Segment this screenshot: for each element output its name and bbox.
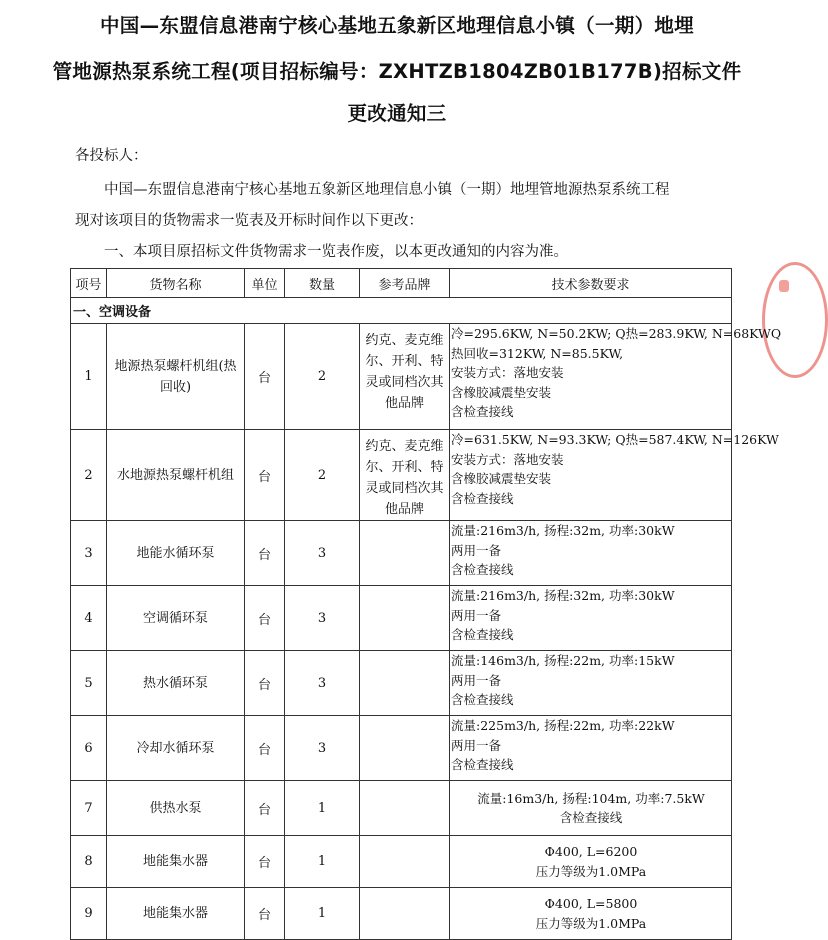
spec-line: 流量:225m3/h, 扬程:22m, 功率:22kW: [451, 718, 675, 733]
row-qty: 1: [285, 836, 360, 888]
row-no: 1: [71, 324, 107, 430]
row-spec: [450, 430, 779, 521]
row-no: 6: [71, 716, 107, 781]
row-unit: 台: [245, 888, 285, 940]
spec-line: 压力等级为1.0MPa: [535, 915, 647, 931]
spec-line: 两用一备: [451, 672, 502, 688]
row-spec: [450, 781, 732, 836]
table-row: [71, 324, 732, 430]
header-brand: 参考品牌: [360, 269, 450, 298]
table-row: [71, 651, 732, 716]
table-row: [71, 836, 732, 888]
row-unit: 台: [245, 521, 285, 586]
row-no: 8: [71, 836, 107, 888]
row-unit: 台: [245, 836, 285, 888]
row-qty: 2: [285, 430, 360, 521]
spec-line: 流量:216m3/h, 扬程:32m, 功率:30kW: [451, 588, 675, 603]
row-spec: [450, 651, 732, 716]
salutation: 各投标人：: [75, 148, 148, 164]
section-1-heading: 一、本项目原招标文件货物需求一览表作废，以本更改通知的内容为准。: [104, 244, 568, 260]
row-brand: [360, 781, 450, 836]
row-no: 7: [71, 781, 107, 836]
header-qty: 数量: [285, 269, 360, 298]
row-qty: 1: [285, 781, 360, 836]
row-name: 地能集水器: [107, 888, 245, 940]
row-qty: 3: [285, 716, 360, 781]
table-row: [71, 716, 732, 781]
row-spec: [450, 836, 732, 888]
row-no: 9: [71, 888, 107, 940]
row-brand: 约克、麦克维尔、开利、特灵或同档次其他品牌: [360, 430, 450, 521]
red-seal-stamp: [762, 262, 828, 378]
row-qty: 2: [285, 324, 360, 430]
spec-line: 两用一备: [451, 737, 502, 753]
row-spec: [450, 521, 732, 586]
row-name: 空调循环泵: [107, 586, 245, 651]
spec-line: 流量:146m3/h, 扬程:22m, 功率:15kW: [451, 653, 675, 668]
intro-line1: 中国—东盟信息港南宁核心基地五象新区地理信息小镇（一期）地埋管地源热泵系统工程: [104, 182, 670, 198]
row-unit: 台: [245, 324, 285, 430]
row-unit: 台: [245, 781, 285, 836]
spec-line: 流量:16m3/h, 扬程:104m, 功率:7.5kW: [477, 790, 705, 806]
row-unit: 台: [245, 586, 285, 651]
category-label: 一、空调设备: [71, 298, 732, 324]
table-row: [71, 781, 732, 836]
doc-title-line3: 更改通知三: [347, 102, 447, 125]
header-name: 货物名称: [107, 269, 245, 298]
table-row: [71, 521, 732, 586]
row-name: 供热水泵: [107, 781, 245, 836]
row-unit: 台: [245, 716, 285, 781]
row-qty: 3: [285, 521, 360, 586]
spec-line: 含橡胶减震垫安装: [451, 384, 552, 400]
intro-line2: 现对该项目的货物需求一览表及开标时间作以下更改：: [75, 213, 423, 229]
row-spec: [450, 586, 732, 651]
row-brand: [360, 888, 450, 940]
spec-line: 冷=631.5KW, N=93.3KW; Q热=587.4KW, N=126KW: [451, 432, 779, 447]
table-row: [71, 586, 732, 651]
spec-line: 两用一备: [451, 542, 502, 558]
row-spec: [450, 716, 732, 781]
row-no: 5: [71, 651, 107, 716]
row-name: 冷却水循环泵: [107, 716, 245, 781]
row-no: 4: [71, 586, 107, 651]
row-name: 地能集水器: [107, 836, 245, 888]
doc-title-line1: 中国—东盟信息港南宁核心基地五象新区地理信息小镇（一期）地埋: [99, 14, 694, 37]
spec-line: 两用一备: [451, 607, 502, 623]
row-name: 水地源热泵螺杆机组: [107, 430, 245, 521]
spec-line: 热回收=312KW, N=85.5KW,: [451, 345, 624, 361]
row-spec: [450, 888, 732, 940]
row-qty: 3: [285, 651, 360, 716]
table-row: [71, 888, 732, 940]
header-unit: 单位: [245, 269, 285, 298]
row-brand: [360, 521, 450, 586]
spec-line: 冷=295.6KW, N=50.2KW; Q热=283.9KW, N=68KWQ: [451, 326, 782, 341]
row-name: 地能水循环泵: [107, 521, 245, 586]
row-brand: [360, 836, 450, 888]
table-header-row: [71, 269, 732, 298]
header-spec: 技术参数要求: [450, 269, 732, 298]
row-brand: [360, 586, 450, 651]
goods-requirement-table: [70, 268, 782, 940]
spec-line: Φ400, L=5800: [544, 896, 638, 911]
row-name: 热水循环泵: [107, 651, 245, 716]
header-no: 项号: [71, 269, 107, 298]
row-brand: [360, 716, 450, 781]
spec-line: Φ400, L=6200: [544, 844, 638, 859]
row-brand: [360, 651, 450, 716]
category-row: [71, 298, 732, 324]
table-row: [71, 430, 732, 521]
row-brand: 约克、麦克维尔、开利、特灵或同档次其他品牌: [360, 324, 450, 430]
row-no: 3: [71, 521, 107, 586]
row-unit: 台: [245, 651, 285, 716]
seal-mark: [779, 280, 789, 292]
spec-line: 含检查接线: [451, 692, 514, 707]
row-spec: [450, 324, 782, 430]
spec-line: 安装方式：落地安装: [451, 451, 564, 467]
spec-line: 流量:216m3/h, 扬程:32m, 功率:30kW: [451, 523, 675, 538]
spec-line: 含检查接线: [451, 562, 514, 577]
row-name: 地源热泵螺杆机组(热回收): [107, 324, 245, 430]
doc-title-line2: 管地源热泵系统工程(项目招标编号：ZXHTZB1804ZB01B177B)招标文件: [52, 60, 742, 83]
row-unit: 台: [245, 430, 285, 521]
row-no: 2: [71, 430, 107, 521]
spec-line: 压力等级为1.0MPa: [535, 863, 647, 879]
spec-line: 含检查接线: [451, 404, 514, 419]
spec-line: 含检查接线: [451, 490, 514, 506]
spec-line: 安装方式：落地安装: [451, 365, 564, 380]
spec-line: 含检查接线: [451, 757, 514, 772]
row-qty: 3: [285, 586, 360, 651]
spec-line: 含检查接线: [559, 810, 623, 825]
spec-line: 含橡胶减震垫安装: [451, 471, 552, 486]
row-qty: 1: [285, 888, 360, 940]
spec-line: 含检查接线: [451, 627, 514, 642]
